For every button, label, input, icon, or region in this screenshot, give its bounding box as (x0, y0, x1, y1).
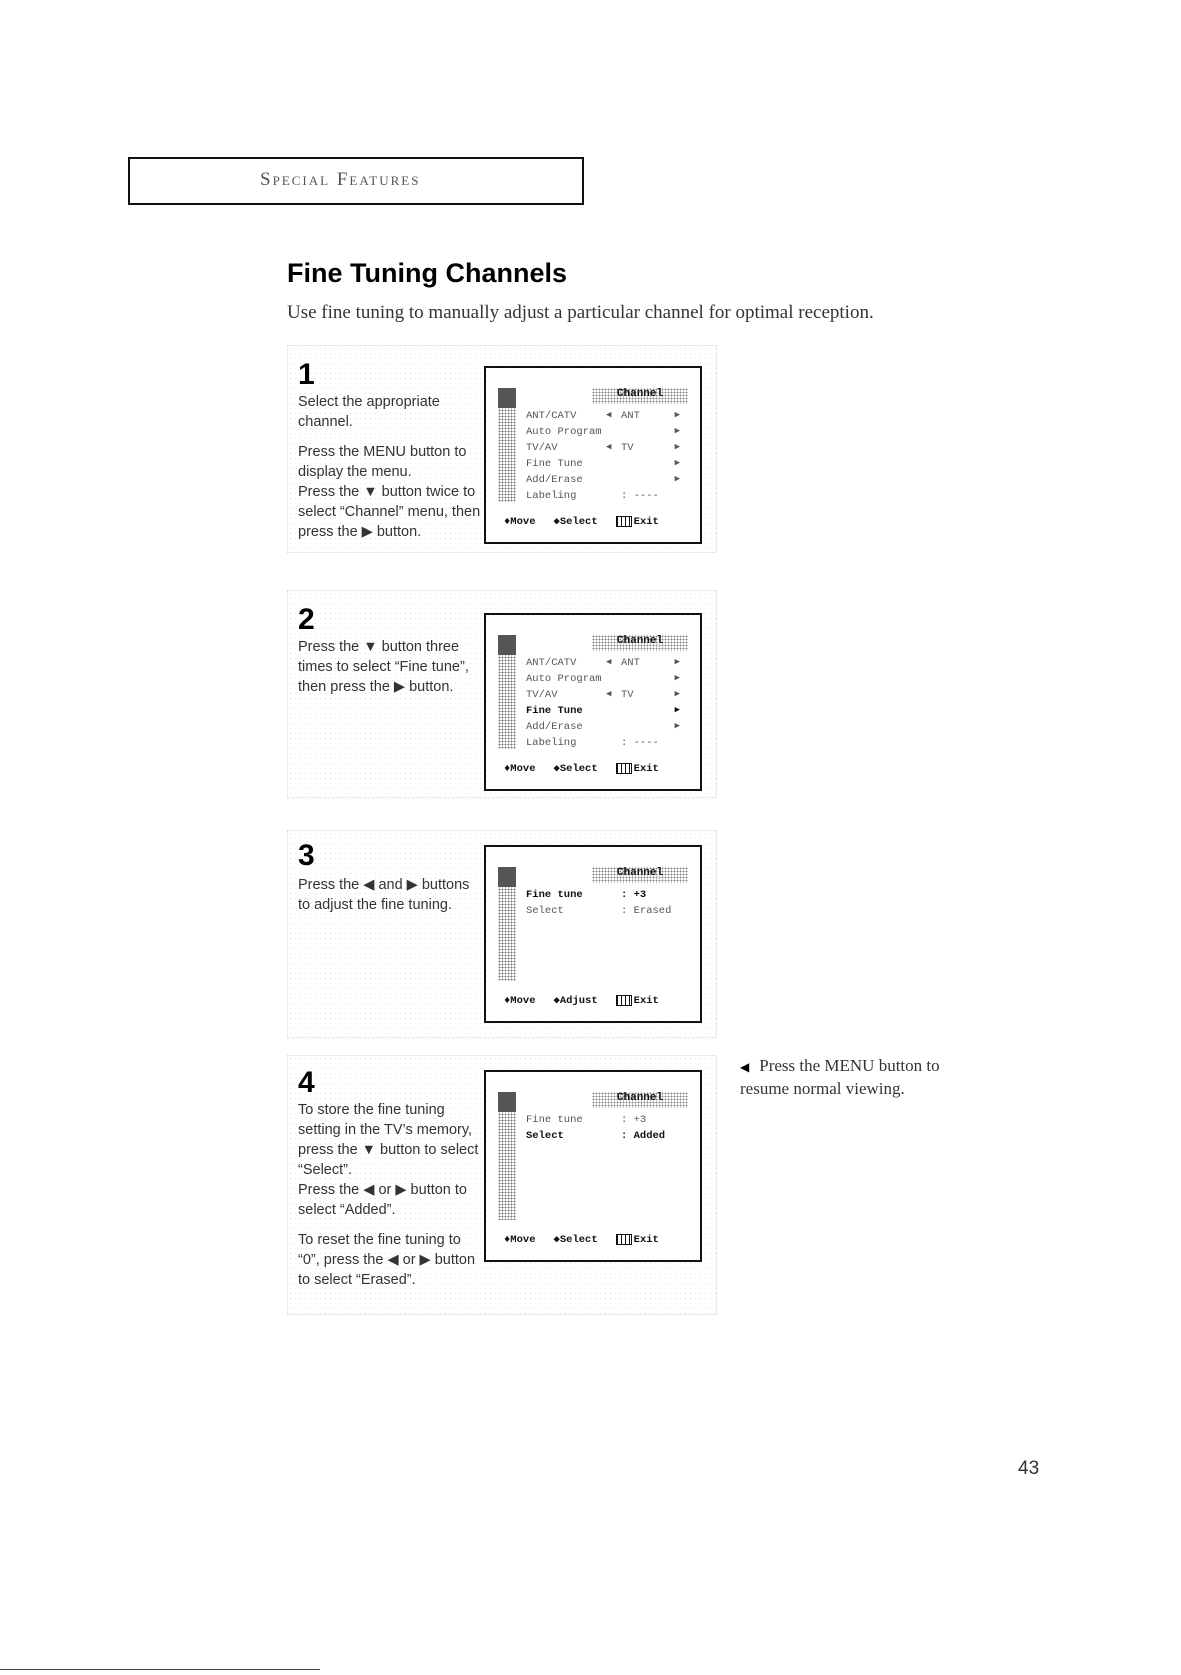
section-header-title: Special Features (260, 169, 421, 190)
menu-button-icon (616, 516, 632, 527)
menu-row: Fine tune : +3 (526, 1114, 647, 1126)
left-arrow-icon: ◀ (606, 657, 612, 667)
right-arrow-icon: ▶ (674, 474, 680, 484)
menu-tv-icon (498, 1092, 516, 1112)
side-note (740, 1055, 980, 1100)
step-number: 2 (298, 603, 315, 636)
move-hint: ♦Move (504, 1234, 536, 1246)
menu-button-icon (616, 1234, 632, 1245)
menu-row-highlighted: Select : Added (526, 1130, 666, 1142)
move-hint: ♦Move (504, 516, 536, 528)
menu-row: Auto Program ▶ (526, 426, 680, 438)
menu-title: Channel (592, 1092, 688, 1108)
right-arrow-icon: ▶ (674, 689, 680, 699)
step-3-panel (287, 830, 717, 1038)
action-hint: ◆Select (553, 516, 598, 528)
instruction-paragraph: Press the ▼ button twice to select “Channel” menu, then press the ▶ button. (298, 484, 481, 540)
left-arrow-icon: ◀ (606, 442, 612, 452)
menu-tv-icon (498, 388, 516, 408)
instruction-paragraph: To store the fine tuning setting in the TV’s memory, press the ▼ button to select “Select”. (298, 1102, 479, 1178)
right-arrow-icon: ▶ (674, 410, 680, 420)
menu-row: ANT/CATV ◀ ANT ▶ (526, 657, 680, 669)
move-hint: ♦Move (504, 763, 536, 775)
step-instructions (298, 637, 483, 697)
step-number: 3 (298, 839, 315, 872)
instruction-paragraph: Press the ◀ or ▶ button to select “Added”. (298, 1182, 467, 1218)
menu-row: Fine Tune ▶ (526, 458, 680, 470)
tv-menu-screen (484, 613, 702, 791)
menu-footer (504, 515, 690, 528)
menu-row: ANT/CATV ◀ ANT ▶ (526, 410, 680, 422)
right-arrow-icon: ▶ (674, 673, 680, 683)
move-hint: ♦Move (504, 995, 536, 1007)
menu-title: Channel (592, 867, 688, 883)
step-number: 4 (298, 1066, 315, 1099)
intro-text: Use fine tuning to manually adjust a particular channel for optimal reception. (287, 302, 874, 323)
footer-rule (0, 1669, 320, 1670)
right-arrow-icon: ▶ (674, 426, 680, 436)
step-4-panel (287, 1055, 717, 1315)
menu-footer (504, 994, 690, 1007)
exit-hint: Exit (633, 1234, 659, 1246)
step-instructions (298, 875, 483, 915)
menu-tv-icon (498, 867, 516, 887)
exit-hint: Exit (633, 763, 659, 775)
right-arrow-icon: ▶ (674, 721, 680, 731)
instruction-paragraph: To reset the fine tuning to “0”, press the ◀ or ▶ button to select “Erased”. (298, 1232, 476, 1288)
menu-button-icon (616, 995, 632, 1006)
menu-row: Select : Erased (526, 905, 672, 917)
menu-row: Add/Erase ▶ (526, 474, 680, 486)
right-arrow-icon: ▶ (674, 657, 680, 667)
step-2-panel (287, 590, 717, 798)
tv-menu-screen (484, 1070, 702, 1262)
right-arrow-icon: ▶ (674, 458, 680, 468)
menu-footer (504, 1233, 690, 1246)
menu-title: Channel (592, 388, 688, 404)
tv-menu-screen (484, 845, 702, 1023)
page-title: Fine Tuning Channels (287, 258, 567, 288)
step-number: 1 (298, 358, 315, 391)
action-hint: ◆Adjust (553, 995, 598, 1007)
menu-row: Labeling : ---- (526, 737, 659, 749)
menu-row: Add/Erase ▶ (526, 721, 680, 733)
menu-button-icon (616, 763, 632, 774)
action-hint: ◆Select (553, 763, 598, 775)
exit-hint: Exit (633, 995, 659, 1007)
menu-footer (504, 762, 690, 775)
exit-hint: Exit (633, 516, 659, 528)
right-arrow-icon: ▶ (674, 705, 680, 715)
left-arrow-icon: ◀ (606, 410, 612, 420)
menu-row: TV/AV ◀ TV ▶ (526, 442, 680, 454)
section-header-box (128, 157, 584, 205)
step-instructions (298, 392, 483, 542)
instruction-paragraph: Press the ◀ and ▶ buttons to adjust the fine tuning. (298, 877, 470, 913)
step-1-panel (287, 345, 717, 553)
left-arrow-icon: ◀ (606, 689, 612, 699)
menu-row: Auto Program ▶ (526, 673, 680, 685)
instruction-paragraph: Press the MENU button to display the menu. (298, 444, 467, 480)
left-arrow-icon: ◀ (740, 1060, 750, 1074)
side-note-text: Press the MENU button to resume normal viewing. (740, 1056, 940, 1098)
menu-title: Channel (592, 635, 688, 651)
menu-row-highlighted: Fine Tune ▶ (526, 705, 680, 717)
menu-tv-icon (498, 635, 516, 655)
step-instructions (298, 1100, 483, 1290)
instruction-paragraph: Select the appropriate channel. (298, 394, 440, 430)
menu-row: Labeling : ---- (526, 490, 659, 502)
action-hint: ◆Select (553, 1234, 598, 1246)
page-number: 43 (1018, 1458, 1040, 1479)
menu-row-highlighted: Fine tune : +3 (526, 889, 647, 901)
menu-row: TV/AV ◀ TV ▶ (526, 689, 680, 701)
instruction-paragraph: Press the ▼ button three times to select “Fine tune”, then press the ▶ button. (298, 639, 469, 695)
right-arrow-icon: ▶ (674, 442, 680, 452)
tv-menu-screen (484, 366, 702, 544)
